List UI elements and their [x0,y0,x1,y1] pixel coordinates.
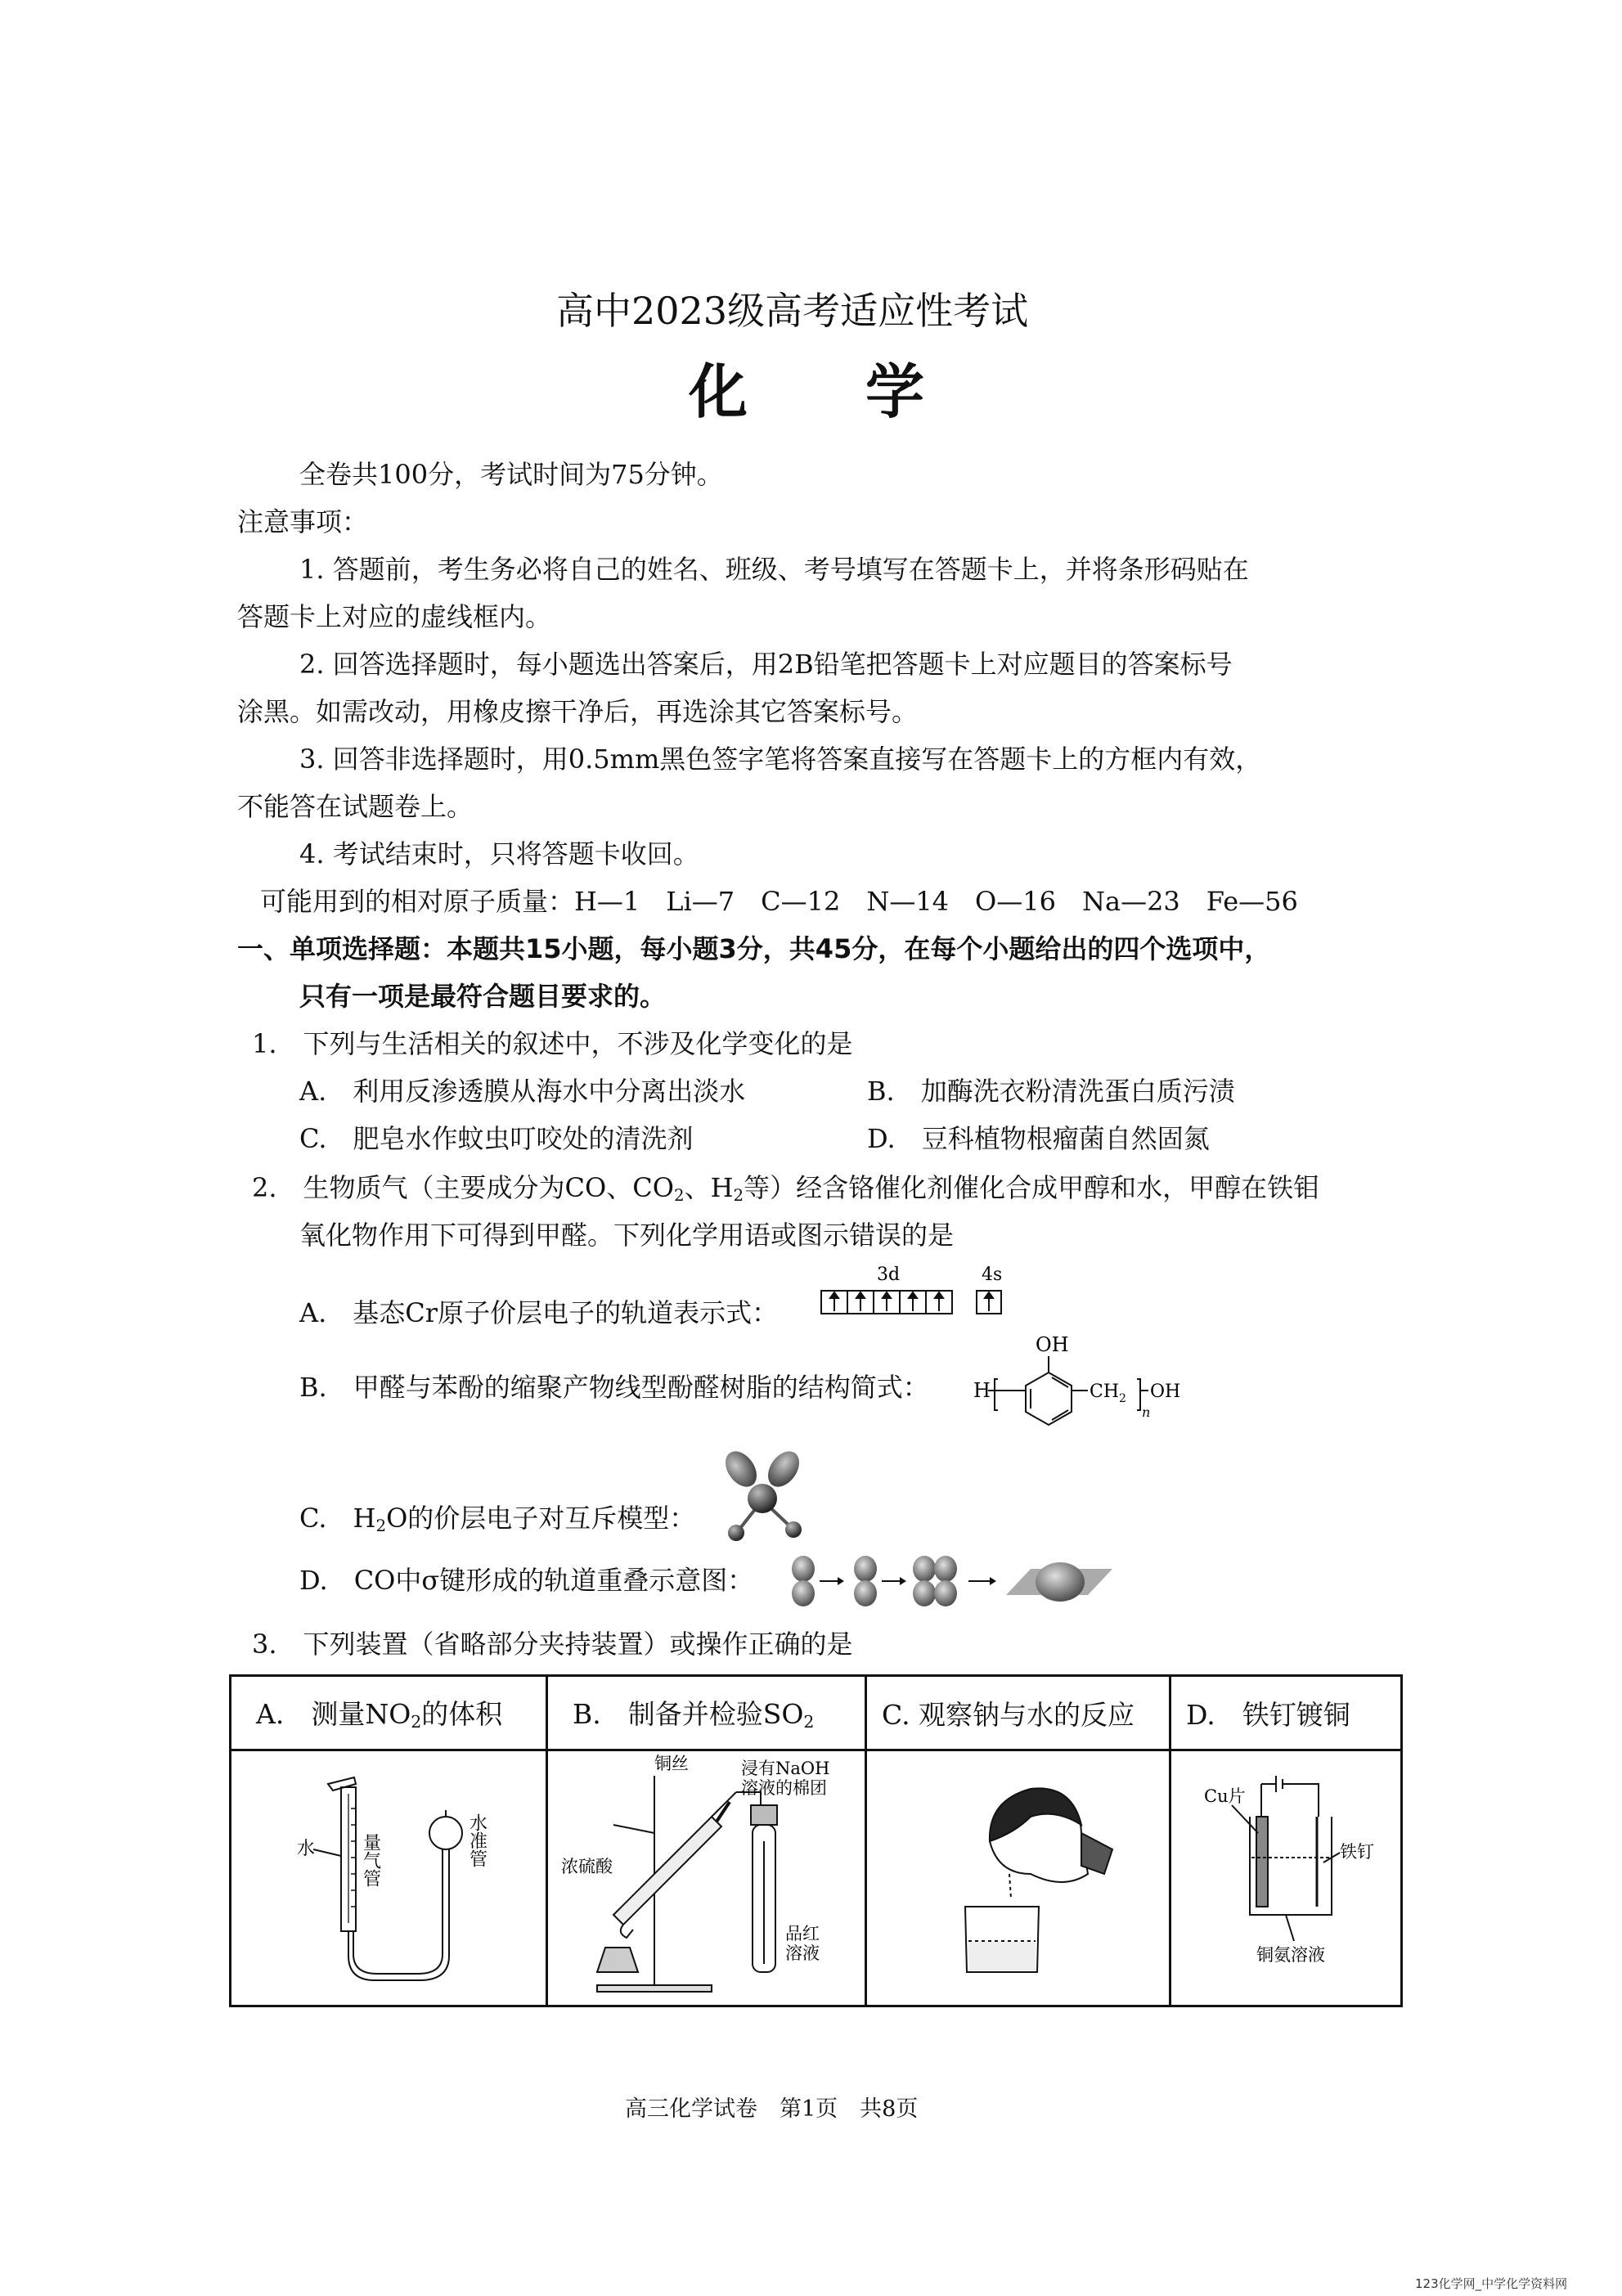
q1-option-a: A. 利用反渗透膜从海水中分离出淡水 [299,1076,746,1107]
page-footer: 高三化学试卷 第1页 共8页 [625,2096,919,2122]
oh-end: OH [1150,1382,1181,1402]
exam-intro: 全卷共100分，考试时间为75分钟。 [299,459,723,490]
label-water: 水 [297,1839,316,1859]
label-leveling-tube: 水准管 [466,1813,487,1867]
label-cotton-2: 溶液的棉团 [741,1778,827,1798]
label-reagent-1: 品红 [785,1924,820,1943]
q3-header-a: A. 测量$NO_2$的体积 [231,1676,547,1750]
q3-figure-b [547,1750,866,2006]
q1-option-b: B. 加酶洗衣粉清洗蛋白质污渍 [867,1076,1235,1107]
q3-stem: 3. 下列装置（省略部分夹持装置）或操作正确的是 [252,1629,853,1660]
repeat-n: n [1142,1404,1151,1420]
phenolic-resin-structure [970,1333,1183,1440]
vsepr-model-image [713,1440,811,1554]
label-solution: 铜氨溶液 [1256,1945,1325,1965]
electroplating-diagram [1171,1751,1400,2002]
label-iron-nail: 铁钉 [1340,1842,1374,1862]
oh-top: OH [1036,1333,1069,1356]
q3-figure-c [866,1750,1170,2006]
notice-1b: 答题卡上对应的虚线框内。 [237,601,552,632]
q1-stem: 1. 下列与生活相关的叙述中，不涉及化学变化的是 [252,1028,853,1059]
label-cu-plate: Cu片 [1204,1786,1246,1806]
q2-option-c: C. $H_2O$的价层电子对互斥模型： [299,1503,696,1535]
label-3d: 3d [877,1265,901,1285]
notice-3b: 不能答在试题卷上。 [237,791,474,822]
notice-4: 4. 考试结束时，只将答题卡收回。 [299,838,699,869]
sigma-bond-overlap-image [785,1549,1129,1613]
subject-title: 化 学 [689,357,925,426]
cr-orbital-diagram [818,1264,1014,1329]
notice-heading: 注意事项： [237,506,369,537]
notice-1a: 1. 答题前，考生务必将自己的姓名、班级、考号填写在答题卡上，并将条形码贴在 [299,554,1249,585]
label-4s: 4s [982,1265,1003,1285]
q2-option-b: B. 甲醛与苯酚的缩聚产物线型酚醛树脂的结构简式： [299,1372,929,1403]
q2-option-a: A. 基态Cr原子价层电子的轨道表示式： [299,1297,779,1328]
q3-header-c: C. 观察钠与水的反应 [866,1676,1170,1750]
label-reagent-2: 溶液 [785,1943,820,1963]
label-burette: 量气管 [360,1833,381,1887]
notice-2a: 2. 回答选择题时，每小题选出答案后，用2B铅笔把答题卡上对应题目的答案标号 [299,649,1233,680]
q3-figure-a [231,1750,547,2006]
gas-burette-diagram [231,1751,545,2002]
ch2-group: $CH_2$ [1090,1382,1126,1405]
label-cotton-1: 浸有NaOH [741,1759,830,1778]
label-acid: 浓硫酸 [561,1857,613,1876]
q3-header-b: B. 制备并检验$SO_2$ [547,1676,866,1750]
exam-title: 高中2023级高考适应性考试 [556,289,1029,333]
orbital-arrows [830,1292,993,1311]
q1-option-c: C. 肥皂水作蚊虫叮咬处的清洗剂 [299,1123,694,1154]
observing-reaction-diagram [867,1751,1168,2002]
q2-stem-1: 2. 生物质气（主要成分为CO、$CO_2$、$H_2$等）经含铬催化剂催化合成甲醇和水，甲醇在铁钼 [252,1172,1320,1205]
q2-option-d: D. CO中σ键形成的轨道重叠示意图： [299,1565,754,1596]
q2-stem-2: 氧化物作用下可得到甲醛。下列化学用语或图示错误的是 [299,1220,955,1251]
section1-heading-2: 只有一项是最符合题目要求的。 [299,981,667,1012]
h-end: H [973,1379,991,1402]
so2-apparatus-diagram [548,1751,864,2002]
q1-option-d: D. 豆科植物根瘤菌自然固氮 [867,1123,1210,1154]
notice-3a: 3. 回答非选择题时，用0.5mm黑色签字笔将答案直接写在答题卡上的方框内有效， [299,744,1262,775]
q3-apparatus-table [229,1674,1403,2007]
section1-heading: 一、单项选择题：本题共15小题，每小题3分，共45分，在每个小题给出的四个选项中， [237,933,1271,964]
notice-2b: 涂黑。如需改动，用橡皮擦干净后，再选涂其它答案标号。 [237,696,919,727]
q3-figure-d [1170,1750,1402,2006]
q3-header-d: D. 铁钉镀铜 [1170,1676,1402,1750]
watermark: 123化学网_中学化学资料网 [1415,2276,1568,2291]
label-copper-wire: 铜丝 [654,1754,689,1773]
atomic-masses: 可能用到的相对原子质量：H—1 Li—7 C—12 N—14 O—16 Na—23 Fe—56 [260,886,1298,917]
